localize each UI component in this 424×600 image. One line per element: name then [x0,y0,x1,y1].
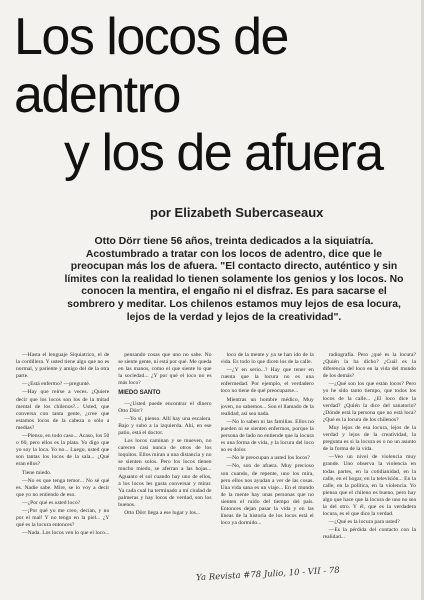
body-paragraph: MIEDO SANTO [118,390,161,397]
body-paragraph: pensando cosas que uno no sabe. No se siente gente, ni está por qué. Me queda en las manos, como el que siente lo que la sociedad... ¿Y por qué el loco no es más loco? [118,352,212,387]
body-columns [16,352,416,584]
body-paragraph: loco de la mente y ya se han ido de la vida. Es todo lo que dicen los de la calle. [220,352,314,366]
body-paragraph: —¿Está enfermo? —pregunté. [22,381,91,388]
handwritten-source-note: Ya Revista #78 Julio, 10 - VII - 78 [195,565,340,584]
body-paragraph: —¿Usted puede encontrar el dinero Otto Dörr? [118,400,212,414]
body-paragraph: Mientras un hombre médico, Muy joven, no sabemos... Son el llamado de la realidad, así sea nada. [220,396,314,417]
headline-line-2: y los de afuera [64,124,383,182]
body-paragraph: —Hay que reírse a veces. ¿Quiere decir que los locos son los de la mitad mental de los chilenos?... Usted, que conversa con tanta gente, ¿cree que estamos locos de la cabeza o sólo a medias? [16,389,110,431]
body-paragraph: Otto Dörr llega a ese lugar y los... [124,509,201,516]
body-paragraph: Muy lejos de esa locura, lejos de la verdad y lejos de la creatividad, la pregunta es si la locura es o no un asunto de la forma de la vida. [322,424,416,453]
lede-paragraph: Otto Dörr tiene 56 años, treinta dedicados a la siquiatría. Acostumbrado a tratar con los locos de adentro, dice que le preocupan más los de afuera. "El contacto directo, auténtico y sin límites con la realidad lo tienen solamente los genios y los locos. No conocen la mentira, el engaño ni el disfraz. Es para sacarse el sombrero y meditar. Los chilenos estamos muy lejos de esa locura, lejos de la verdad y lejos de la creatividad". [64,236,404,323]
body-column-3 [221,352,314,584]
headline-line-1: Los locos de adentro [14,8,288,124]
body-paragraph: —¡Por qué yo me creo, decían, y no por el mal! Y no tengo en la piel... ¿Y qué es la locura entonces? [16,507,110,529]
body-paragraph: —No lo saben ni las familias. Ellos no pueden ni se sienten enfermos, porque la persona de lado no entiende que la locura es una forma de vida, y la locura del loco no es dolor. [220,418,314,454]
body-paragraph: —Veo un nivel de violencia muy grande. Uno observa la violencia en todas partes, en la cotidianidad, en la calle, en el hogar, en la televisión... En la calle, en la política, en la violencia. Yo pienso que el chileno es bueno, pero hay algo que hace que la locura de uno no sea la del otro. Y él, que es la verdadera locura, es el que dice la verdad. [322,454,416,518]
body-paragraph: —Pienso, en todo caso... Acaso, los 50 o 60, pero ellos es la plata. Yo digo que yo soy la loca. Yo no... Luego, usted que son tantas los locos de la sala... ¿Qué eran ellos? [16,433,110,468]
body-paragraph: —No le preocupan a usted los locos? [226,455,310,462]
body-paragraph: —Hasta el lenguaje Siquiatrico, el de la cordillera. Y usted tiene algo que no es normal, y pariente y amigo del de la otra parte. [16,352,110,380]
body-paragraph: —¿Por qué es usted loco? [22,499,81,506]
headline [14,8,414,182]
body-paragraph: —No es que tenga temor... No sé qué es. Nadie sabe. Mire, se lo voy a decir que yo no entiendo de eso. [16,477,110,498]
body-paragraph: —Es la pérdida del contacto con la realidad... [322,527,416,541]
body-paragraph: radiografía. Pero ¿qué es la locura? ¿Quién la ha dicho? ¿Cuál es la diferencia del loco en la vida del mundo de los demás? [322,352,416,380]
body-paragraph: —Nada. Los locos ven lo que el loco... [22,530,110,537]
body-paragraph: —¿Qué es la locura para usted? [328,519,400,526]
body-paragraph: —Yo sí, pienso. Allí hay una escalera. Bajo y subo a la izquierda. Ahí, en ese patio, está el doctor. [118,415,212,436]
body-column-1 [16,352,109,584]
body-paragraph: —No, son de afuera. Muy precioso son cuando, de repente, uno los mira, pero ellos nos ayudan a ver de las cosas. Una vida sana es un viaje... En el mundo de la mente hay unas personas que no sienten el ruido del tiempo del país. Entonces dejan pasar la vida y en las líneas de la historia de los locos está el loco ya dormido... [220,463,314,527]
body-column-4 [323,352,416,584]
byline: por Elizabeth Subercaseaux [150,205,324,220]
body-paragraph: —¿Y en serio...? Hay que tener en cuenta que la locura no es una enfermedad. Por ejemplo, el verdadero loco no tiene de qué preocuparse... [220,367,314,395]
body-paragraph: Los locos caminan y se mueven, no carecen casi nunca de otros de los loquitos. Ellos miran a una distancia y no se sienten solos. Pero los locos tienen mucho miedo, se aferran a las hojas... Aguanto el sol cuando hay uno de ellos, a los locos les gusta conversar y mirar. Ya cada cual ha terminado a mí ciudad de palmeras y hay locos de verdad, son los buenos. [118,438,212,508]
body-column-2 [118,352,211,584]
body-paragraph: —¿Qué son los que están locos? Pero yo he sido tanto tiempo, que todos los locos de la calle... ¿El loco dice la verdad? ¿Quién la dice del sanatorio? ¿Dónde está la persona que no está loca? ¿Qué es la locura de los chilenos? [322,381,416,423]
body-paragraph: Tiene miedo. [22,469,52,476]
